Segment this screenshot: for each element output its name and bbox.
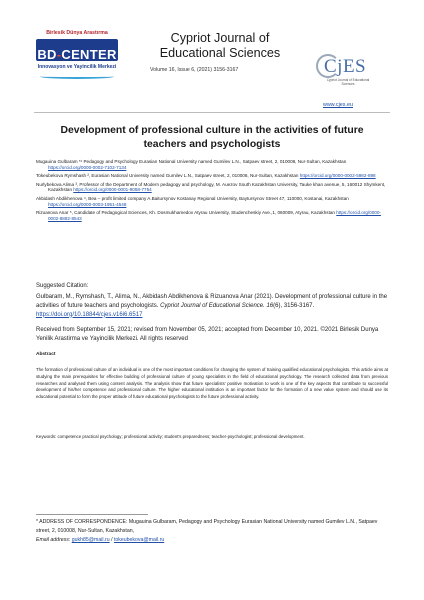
header-divider xyxy=(34,112,390,113)
bd-center-swoosh-icon xyxy=(40,74,114,79)
author-entry: Mugauina Gulbaram *¹ Pedagogy and Psychology Eurasian National University named Gumilev L.N., Satpaev street, 2, 010008, Nur-Sultan, Kazakhstan https://orcid.org/0000-0002-7102-7134 xyxy=(36,159,347,170)
abstract-body: The formation of professional culture of an individual is one of the most important conditions for changing the system of training qualified educational psychologists. This article aims at studying the main prerequisites for effective building of professional culture of young specialists in the field of educational psychology. The research collected data from previous researches and analysed them using content analysis. The analysis show that future specialists' positive motivation to work is one of the key aspects that contribute to successful development of his/her competence and professional culture. The higher educational institution is an important factor for the formation of a new value system and should use its educational potential to form the proper attitude of future educational psychologists to the future professional activity. xyxy=(36,367,388,400)
cjes-logo-subtitle: Cypriot Journal of Educational Sciences xyxy=(326,78,370,86)
author-list xyxy=(36,159,388,224)
orcid-link[interactable]: https://orcid.org/0000-0002-8882-8543 xyxy=(48,209,381,221)
doi-link[interactable]: https://doi.org/10.18844/cjes.v16i6.6517 xyxy=(36,311,143,318)
orcid-link[interactable]: https://orcid.org/0000-0003-1951-4548 xyxy=(48,201,127,207)
journal-url-link[interactable]: www.cjes.eu xyxy=(323,102,353,108)
cjes-logo-text: CjES xyxy=(324,56,367,77)
bd-center-logo-bottom-text: Innovasyon ve Yayincilik Merkezi xyxy=(37,64,117,70)
orcid-link[interactable]: https://orcid.org/0000-0002-5982-898 xyxy=(299,173,376,179)
orcid-link[interactable]: https://orcid.org/0000-0002-7102-7134 xyxy=(48,164,127,170)
citation-text: Gulbaram, M., Rymshash, T., Alima, N., Akbidash Abdikhenova & Rizuanova Anar (2021). Development of professional culture in the activities of future teachers and psychologists. Cypriot Journal of Educational Science. 16(6), 3156-3167. https://doi.org/10.18844/cjes.v16i6.6517 xyxy=(36,294,388,318)
author-entry: Nurlybekova Alima ³, Professor of the Department of Modern pedagogy and psychology, M. Auezov South Kazakhstan University, Tauke khan avenue, 5, 160012 Shymkent, Kazakhstan https://orcid.org/0000-0001-9058-7754 xyxy=(36,181,386,193)
footnote-divider xyxy=(36,514,148,515)
bd-center-logo-band xyxy=(36,39,118,61)
bd-center-logo-main-text: BD-CENTER xyxy=(37,47,117,62)
author-entry: Akbidash Abdikhenova ⁴, Bea – profit limited company A.Baitursynov Kostanay Regional University, Baytursynov Street 47, 110000, Kostanai, Kazakhstan https://orcid.org/0000-0003-1951-4548 xyxy=(36,195,349,207)
author-entry: Tokeubekova Rymshash ², Eurasian National University named Gumilev L.N., Satpaev street, 2, 010008, Nur-Sultan, Kazakhstan https://orcid.org/0000-0002-5982-898 xyxy=(36,173,376,179)
paper-title: Development of professional culture in the activities of future teachers and psychologists xyxy=(60,125,364,150)
journal-title: Cypriot Journal of Educational Sciences xyxy=(159,31,281,60)
abstract-heading: Abstract xyxy=(36,352,56,357)
author-entry: Rizuanova Anar ⁵, Candidate of Pedagogical Sciences, Kh. Dosmukhamedov Atyrau University, Studencheskiy Ave.,1, 060009, Atyrau, Kazakhstan https://orcid.org/0000-0002-8882-8543 xyxy=(36,209,381,221)
bd-center-logo-top-text: Birlesik Dünya Arastırma xyxy=(46,30,108,36)
keywords: Keywords: competence practical psychology; professional activity; student's preparedness; teacher-psychologist; professional development. xyxy=(36,434,305,439)
bd-center-logo xyxy=(34,30,120,84)
email-link[interactable]: gukh85@mail.ru xyxy=(71,536,110,543)
journal-volume-info: Volume 16, Issue 6, (2021) 3156-3167 xyxy=(150,67,239,73)
correspondence-footnote: * ADDRESS OF CORRESPONDENCE: Mugauina Gulbaram, Pedagogy and Psychology Eurasian National University named Gumilev L.N., Satpaev street, 2, 010008, Nur-Sultan, Kazakhstan, Email address: gukh85@mail.ru / tokeubekova@mail.ru xyxy=(36,519,378,543)
email-link[interactable]: tokeubekova@mail.ru xyxy=(113,536,165,543)
cjes-logo xyxy=(316,52,376,86)
orcid-link[interactable]: https://orcid.org/0000-0001-9058-7754 xyxy=(73,187,152,193)
citation-label: Suggested Citation: xyxy=(36,283,89,289)
received-dates: Received from September 15, 2021; revised from November 05, 2021; accepted from December 10, 2021. ©2021 Birlesik Dunya Yenilik Arastirma ve Yayincilik Merkezi. All rights reserved xyxy=(36,327,379,342)
